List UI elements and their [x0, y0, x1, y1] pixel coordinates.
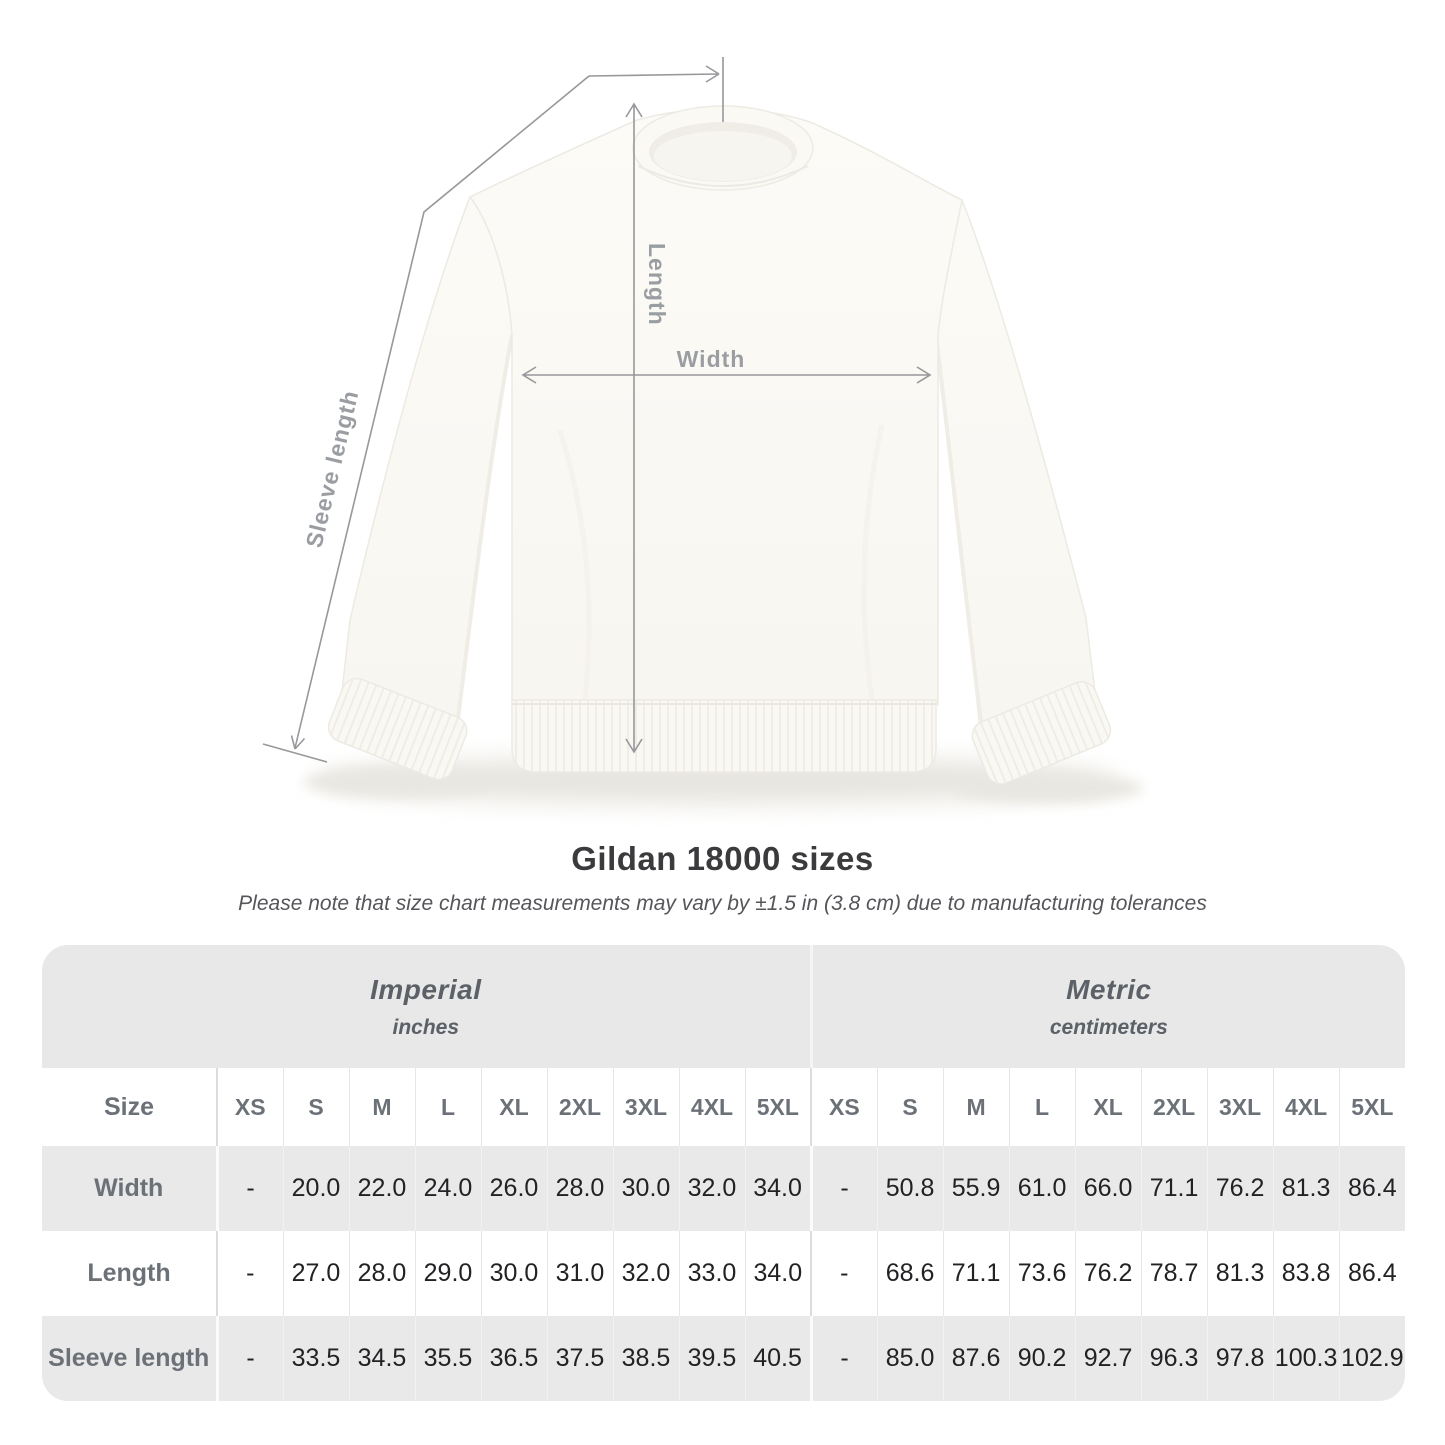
width-label: Width [676, 346, 746, 372]
value-cell: 34.5 [349, 1316, 415, 1401]
value-cell: 26.0 [481, 1146, 547, 1231]
value-cell: 50.8 [877, 1146, 943, 1231]
size-cell: S [283, 1068, 349, 1146]
imperial-header [42, 945, 811, 1068]
metric-header [811, 945, 1405, 1068]
value-cell: 31.0 [547, 1231, 613, 1316]
size-cell: XL [481, 1068, 547, 1146]
value-cell: 81.3 [1207, 1231, 1273, 1316]
value-cell: - [217, 1146, 283, 1231]
value-cell: 83.8 [1273, 1231, 1339, 1316]
sweatshirt-hem [512, 700, 936, 772]
size-table [42, 945, 1405, 1401]
imperial-title: Imperial [370, 973, 482, 1005]
sweatshirt-body [470, 109, 962, 705]
size-cell: 4XL [1273, 1068, 1339, 1146]
value-cell: 55.9 [943, 1146, 1009, 1231]
value-cell: 92.7 [1075, 1316, 1141, 1401]
value-cell: 27.0 [283, 1231, 349, 1316]
row-label: Length [42, 1231, 217, 1316]
value-cell: 85.0 [877, 1316, 943, 1401]
value-cell: - [217, 1316, 283, 1401]
value-cell: 90.2 [1009, 1316, 1075, 1401]
tolerance-note: Please note that size chart measurements may vary by ±1.5 in (3.8 cm) due to manufacturing tolerances [238, 892, 1207, 915]
value-cell: 30.0 [481, 1231, 547, 1316]
size-cell: XL [1075, 1068, 1141, 1146]
value-cell: 71.1 [943, 1231, 1009, 1316]
size-cell: 4XL [679, 1068, 745, 1146]
value-cell: 32.0 [679, 1146, 745, 1231]
value-cell: 97.8 [1207, 1316, 1273, 1401]
metric-title: Metric [1066, 973, 1152, 1005]
value-cell: - [217, 1231, 283, 1316]
length-row [42, 1231, 1405, 1316]
size-cell: XS [217, 1068, 283, 1146]
width-row [42, 1146, 1405, 1231]
size-cell: 2XL [1141, 1068, 1207, 1146]
page-title: Gildan 18000 sizes [571, 840, 874, 877]
value-cell: 100.3 [1273, 1316, 1339, 1401]
size-cell: S [877, 1068, 943, 1146]
value-cell: 24.0 [415, 1146, 481, 1231]
value-cell: 68.6 [877, 1231, 943, 1316]
size-cell: 3XL [613, 1068, 679, 1146]
imperial-unit: inches [392, 1015, 460, 1039]
value-cell: - [811, 1146, 877, 1231]
value-cell: 73.6 [1009, 1231, 1075, 1316]
value-cell: 33.5 [283, 1316, 349, 1401]
value-cell: 30.0 [613, 1146, 679, 1231]
size-column-label: Size [42, 1068, 217, 1146]
value-cell: 20.0 [283, 1146, 349, 1231]
sleeve-length-label: Sleeve length [300, 387, 364, 551]
size-cell: L [1009, 1068, 1075, 1146]
metric-unit: centimeters [1049, 1015, 1168, 1039]
value-cell: - [811, 1231, 877, 1316]
value-cell: 86.4 [1339, 1231, 1405, 1316]
size-header-row [42, 1068, 1405, 1146]
value-cell: 39.5 [679, 1316, 745, 1401]
value-cell: 22.0 [349, 1146, 415, 1231]
value-cell: 34.0 [745, 1231, 811, 1316]
value-cell: 76.2 [1207, 1146, 1273, 1231]
row-label: Width [42, 1146, 217, 1231]
size-cell: XS [811, 1068, 877, 1146]
value-cell: 29.0 [415, 1231, 481, 1316]
size-cell: 5XL [745, 1068, 811, 1146]
row-label: Sleeve length [42, 1316, 217, 1401]
value-cell: 61.0 [1009, 1146, 1075, 1231]
size-cell: M [349, 1068, 415, 1146]
value-cell: 102.9 [1339, 1316, 1405, 1401]
value-cell: 40.5 [745, 1316, 811, 1401]
unit-header-row [42, 945, 1405, 1068]
value-cell: - [811, 1316, 877, 1401]
value-cell: 33.0 [679, 1231, 745, 1316]
value-cell: 71.1 [1141, 1146, 1207, 1231]
size-cell: 5XL [1339, 1068, 1405, 1146]
value-cell: 87.6 [943, 1316, 1009, 1401]
size-cell: 3XL [1207, 1068, 1273, 1146]
size-cell: 2XL [547, 1068, 613, 1146]
value-cell: 78.7 [1141, 1231, 1207, 1316]
value-cell: 37.5 [547, 1316, 613, 1401]
value-cell: 96.3 [1141, 1316, 1207, 1401]
value-cell: 35.5 [415, 1316, 481, 1401]
value-cell: 32.0 [613, 1231, 679, 1316]
size-cell: M [943, 1068, 1009, 1146]
value-cell: 34.0 [745, 1146, 811, 1231]
value-cell: 76.2 [1075, 1231, 1141, 1316]
size-cell: L [415, 1068, 481, 1146]
value-cell: 36.5 [481, 1316, 547, 1401]
value-cell: 81.3 [1273, 1146, 1339, 1231]
value-cell: 38.5 [613, 1316, 679, 1401]
length-label: Length [644, 243, 670, 326]
value-cell: 86.4 [1339, 1146, 1405, 1231]
value-cell: 28.0 [349, 1231, 415, 1316]
value-cell: 66.0 [1075, 1146, 1141, 1231]
sleeve-length-row [42, 1316, 1405, 1401]
value-cell: 28.0 [547, 1146, 613, 1231]
